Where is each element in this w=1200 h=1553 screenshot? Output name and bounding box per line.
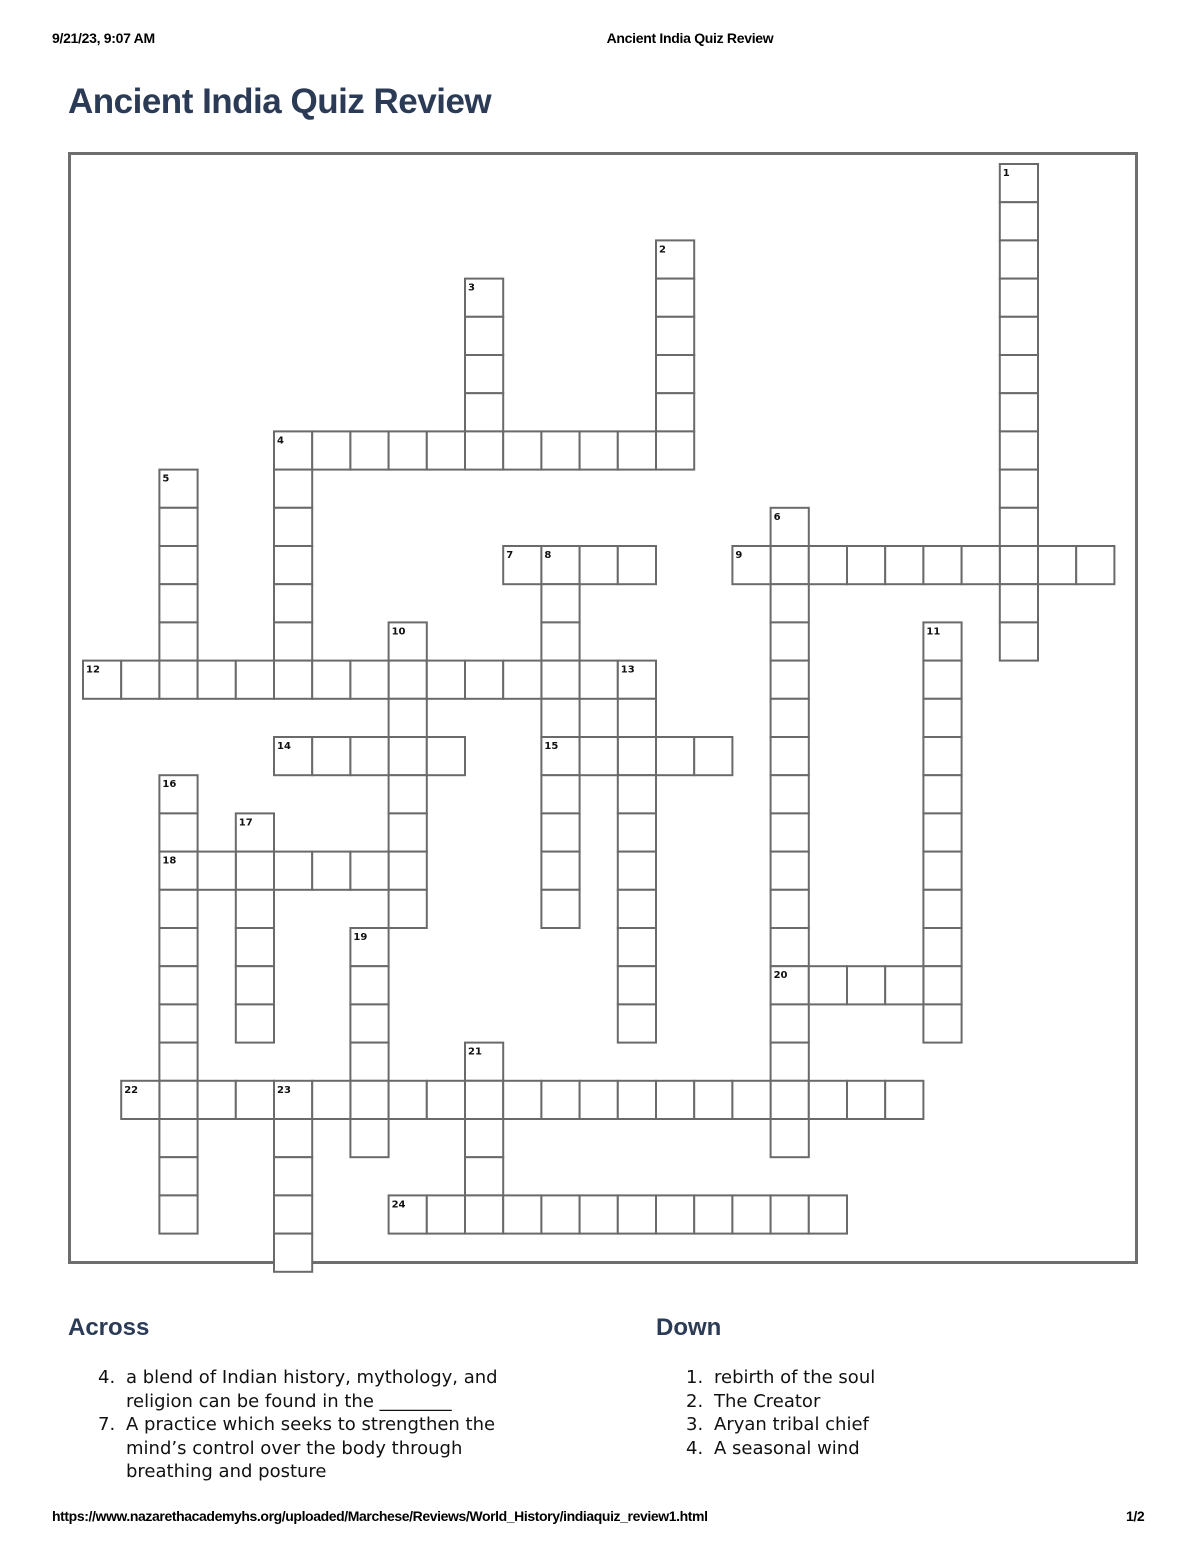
grid-cell[interactable]	[159, 852, 197, 890]
grid-cell[interactable]	[350, 431, 388, 469]
grid-cell[interactable]	[236, 1081, 274, 1119]
grid-cell[interactable]	[541, 775, 579, 813]
grid-cell[interactable]	[350, 1081, 388, 1119]
clue-number-label: 13	[620, 664, 635, 676]
grid-cell[interactable]	[771, 1081, 809, 1119]
grid-cell[interactable]	[923, 966, 961, 1004]
clue-text: Aryan tribal chief	[714, 1414, 869, 1435]
grid-cell[interactable]	[465, 661, 503, 699]
grid-cell[interactable]	[159, 508, 197, 546]
grid-cell[interactable]	[159, 1004, 197, 1042]
grid-cell[interactable]	[923, 813, 961, 851]
grid-cell[interactable]	[923, 699, 961, 737]
grid-cell[interactable]	[312, 852, 350, 890]
grid-cell[interactable]	[771, 546, 809, 584]
grid-cell[interactable]	[656, 1195, 694, 1233]
grid-cell[interactable]	[847, 1081, 885, 1119]
page-title: Ancient India Quiz Review	[68, 82, 492, 121]
clue-number: 2.	[686, 1390, 704, 1412]
grid-cell[interactable]	[771, 966, 809, 1004]
down-heading: Down	[656, 1314, 722, 1341]
grid-cell[interactable]	[350, 1119, 388, 1157]
grid-cell[interactable]	[236, 966, 274, 1004]
clue-number-label: 23	[277, 1084, 291, 1096]
grid-cell[interactable]	[503, 1081, 541, 1119]
clue-number: 4.	[686, 1437, 704, 1459]
clue-number-label: 1	[1002, 168, 1010, 179]
print-page-title: Ancient India Quiz Review	[606, 30, 774, 46]
grid-cell[interactable]	[1000, 431, 1038, 469]
down-clue-list	[686, 1366, 1106, 1460]
clue-text: A practice which seeks to strengthen the mind’s control over the body through breathing and posture	[126, 1414, 496, 1482]
grid-cell[interactable]	[618, 890, 656, 928]
clue-number-label: 19	[353, 932, 368, 943]
clue-number-label: 2	[659, 244, 666, 256]
grid-cell[interactable]	[923, 622, 961, 660]
grid-cell[interactable]	[465, 1195, 503, 1233]
grid-cell[interactable]	[427, 737, 465, 775]
grid-cell[interactable]	[1000, 393, 1038, 431]
grid-cell[interactable]	[503, 661, 541, 699]
clue-number-label: 11	[926, 626, 941, 638]
grid-cell[interactable]	[541, 431, 579, 469]
grid-cell[interactable]	[923, 928, 961, 966]
grid-cell[interactable]	[580, 1195, 618, 1233]
grid-cell[interactable]	[618, 1195, 656, 1233]
grid-cell[interactable]	[350, 966, 388, 1004]
grid-cell[interactable]	[771, 1043, 809, 1081]
grid-cell[interactable]	[580, 431, 618, 469]
grid-cell[interactable]	[618, 737, 656, 775]
grid-cell[interactable]	[389, 1081, 427, 1119]
clue-number-label: 16	[162, 779, 177, 791]
grid-cell[interactable]	[159, 928, 197, 966]
grid-cell[interactable]	[923, 546, 961, 584]
grid-cell[interactable]	[350, 1043, 388, 1081]
grid-cell[interactable]	[159, 1195, 197, 1233]
grid-cell[interactable]	[427, 431, 465, 469]
grid-cell[interactable]	[83, 661, 121, 699]
grid-cell[interactable]	[885, 1081, 923, 1119]
grid-cell[interactable]	[656, 240, 694, 278]
grid-cell[interactable]	[350, 1004, 388, 1042]
grid-cell[interactable]	[159, 622, 197, 660]
grid-cell[interactable]	[656, 355, 694, 393]
grid-cell[interactable]	[541, 1081, 579, 1119]
grid-cell[interactable]	[274, 1119, 312, 1157]
grid-cell[interactable]	[923, 890, 961, 928]
grid-cell[interactable]	[541, 852, 579, 890]
grid-cell[interactable]	[541, 546, 579, 584]
grid-cell[interactable]	[656, 279, 694, 317]
grid-cell[interactable]	[694, 1081, 732, 1119]
grid-cell[interactable]	[847, 966, 885, 1004]
across-clue	[98, 1413, 548, 1484]
grid-cell[interactable]	[1000, 355, 1038, 393]
grid-cell[interactable]	[541, 890, 579, 928]
grid-cell[interactable]	[503, 431, 541, 469]
clue-number-label: 22	[124, 1084, 139, 1096]
clue-number-label: 7	[506, 550, 514, 561]
grid-cell[interactable]	[694, 1195, 732, 1233]
grid-cell[interactable]	[159, 966, 197, 1004]
grid-cell[interactable]	[159, 470, 197, 508]
grid-cell[interactable]	[771, 928, 809, 966]
clue-number-label: 4	[277, 435, 284, 447]
grid-cell[interactable]	[274, 622, 312, 660]
clue-number-label: 14	[277, 741, 291, 752]
grid-cell[interactable]	[618, 966, 656, 1004]
grid-cell[interactable]	[618, 928, 656, 966]
clue-number: 7.	[98, 1414, 116, 1435]
grid-cell[interactable]	[503, 546, 541, 584]
clue-number-label: 3	[468, 282, 475, 294]
print-page-number: 1/2	[1126, 1508, 1145, 1524]
clue-number-label: 15	[544, 741, 559, 752]
grid-cell[interactable]	[465, 1081, 503, 1119]
grid-cell[interactable]	[771, 890, 809, 928]
grid-cell[interactable]	[198, 661, 236, 699]
grid-cell[interactable]	[389, 737, 427, 775]
clue-number-label: 12	[86, 664, 100, 676]
grid-cell[interactable]	[236, 852, 274, 890]
grid-cell[interactable]	[771, 699, 809, 737]
grid-cell[interactable]	[771, 737, 809, 775]
grid-cell[interactable]	[465, 1157, 503, 1195]
grid-cell[interactable]	[312, 1081, 350, 1119]
grid-cell[interactable]	[541, 661, 579, 699]
grid-cell[interactable]	[541, 813, 579, 851]
grid-cell[interactable]	[159, 1043, 197, 1081]
grid-cell[interactable]	[312, 431, 350, 469]
grid-cell[interactable]	[121, 1081, 159, 1119]
grid-cell[interactable]	[580, 1081, 618, 1119]
grid-cell[interactable]	[923, 1004, 961, 1042]
grid-cell[interactable]	[541, 737, 579, 775]
grid-cell[interactable]	[389, 431, 427, 469]
grid-cell[interactable]	[923, 852, 961, 890]
grid-cell[interactable]	[580, 546, 618, 584]
grid-cell[interactable]	[1000, 164, 1038, 202]
grid-cell[interactable]	[465, 1043, 503, 1081]
grid-cell[interactable]	[618, 852, 656, 890]
grid-cell[interactable]	[771, 775, 809, 813]
grid-cell[interactable]	[274, 737, 312, 775]
grid-cell[interactable]	[198, 852, 236, 890]
grid-cell[interactable]	[159, 775, 197, 813]
grid-cell[interactable]	[732, 546, 770, 584]
grid-cell[interactable]	[809, 1195, 847, 1233]
grid-cell[interactable]	[236, 928, 274, 966]
grid-cell[interactable]	[1000, 279, 1038, 317]
grid-cell[interactable]	[465, 431, 503, 469]
print-url: https://www.nazarethacademyhs.org/uploaded/Marchese/Reviews/World_History/indiaquiz_review1.html	[52, 1508, 708, 1524]
grid-cell[interactable]	[923, 737, 961, 775]
clue-text: rebirth of the soul	[714, 1367, 876, 1388]
grid-cell[interactable]	[847, 546, 885, 584]
grid-cell[interactable]	[885, 966, 923, 1004]
across-clue	[98, 1366, 548, 1413]
grid-cell[interactable]	[962, 546, 1000, 584]
grid-cell[interactable]	[541, 584, 579, 622]
grid-cell[interactable]	[1076, 546, 1114, 584]
grid-cell[interactable]	[159, 813, 197, 851]
grid-cell[interactable]	[350, 852, 388, 890]
grid-cell[interactable]	[885, 546, 923, 584]
grid-cell[interactable]	[1000, 470, 1038, 508]
grid-cell[interactable]	[274, 1234, 312, 1272]
grid-cell[interactable]	[312, 661, 350, 699]
grid-cell[interactable]	[923, 661, 961, 699]
grid-cell[interactable]	[274, 584, 312, 622]
clue-number-label: 8	[544, 550, 552, 561]
grid-cell[interactable]	[159, 1157, 197, 1195]
grid-cell[interactable]	[732, 1195, 770, 1233]
clue-number-label: 9	[735, 550, 743, 561]
grid-cell[interactable]	[236, 813, 274, 851]
grid-cell[interactable]	[1000, 240, 1038, 278]
grid-cell[interactable]	[389, 622, 427, 660]
grid-cell[interactable]	[465, 279, 503, 317]
grid-cell[interactable]	[389, 699, 427, 737]
grid-cell[interactable]	[771, 1195, 809, 1233]
grid-cell[interactable]	[350, 928, 388, 966]
grid-cell[interactable]	[618, 699, 656, 737]
grid-cell[interactable]	[656, 1081, 694, 1119]
grid-cell[interactable]	[274, 431, 312, 469]
grid-cell[interactable]	[771, 1004, 809, 1042]
clue-number-label: 18	[162, 855, 177, 867]
grid-cell[interactable]	[618, 1004, 656, 1042]
grid-cell[interactable]	[389, 661, 427, 699]
clue-number-label: 20	[773, 970, 788, 982]
grid-cell[interactable]	[274, 470, 312, 508]
grid-cell[interactable]	[1000, 622, 1038, 660]
grid-cell[interactable]	[771, 661, 809, 699]
grid-cell[interactable]	[694, 737, 732, 775]
grid-cell[interactable]	[274, 1195, 312, 1233]
grid-cell[interactable]	[732, 1081, 770, 1119]
grid-cell[interactable]	[771, 622, 809, 660]
grid-cell[interactable]	[274, 661, 312, 699]
grid-cell[interactable]	[465, 317, 503, 355]
clue-text: The Creator	[714, 1390, 821, 1412]
grid-cell[interactable]	[236, 890, 274, 928]
grid-cell[interactable]	[618, 1081, 656, 1119]
grid-cell[interactable]	[1038, 546, 1076, 584]
grid-cell[interactable]	[541, 622, 579, 660]
grid-cell[interactable]	[159, 661, 197, 699]
grid-cell[interactable]	[771, 508, 809, 546]
grid-cell[interactable]	[159, 546, 197, 584]
grid-cell[interactable]	[389, 852, 427, 890]
clue-number: 1.	[686, 1367, 704, 1388]
grid-cell[interactable]	[809, 546, 847, 584]
clue-text: a blend of Indian history, mythology, and religion can be found in the ________	[126, 1367, 498, 1412]
grid-cell[interactable]	[656, 431, 694, 469]
grid-cell[interactable]	[236, 661, 274, 699]
grid-cell[interactable]	[618, 813, 656, 851]
grid-cell[interactable]	[274, 546, 312, 584]
grid-cell[interactable]	[618, 661, 656, 699]
grid-cell[interactable]	[389, 1195, 427, 1233]
grid-cell[interactable]	[350, 737, 388, 775]
clue-number-label: 24	[391, 1199, 406, 1211]
clue-number-label: 6	[773, 511, 781, 523]
grid-cell[interactable]	[656, 393, 694, 431]
grid-cell[interactable]	[465, 393, 503, 431]
down-clue	[686, 1390, 1106, 1414]
grid-cell[interactable]	[274, 1157, 312, 1195]
grid-cell[interactable]	[656, 317, 694, 355]
grid-cell[interactable]	[121, 661, 159, 699]
grid-cell[interactable]	[809, 966, 847, 1004]
across-clue-list	[98, 1366, 548, 1484]
clue-number: 3.	[686, 1414, 704, 1435]
grid-cell[interactable]	[809, 1081, 847, 1119]
grid-cell[interactable]	[1000, 202, 1038, 240]
grid-cell[interactable]	[465, 1119, 503, 1157]
grid-cell[interactable]	[503, 1195, 541, 1233]
grid-cell[interactable]	[274, 508, 312, 546]
grid-cell[interactable]	[541, 699, 579, 737]
down-clue	[686, 1437, 1106, 1461]
clue-number-label: 5	[162, 473, 170, 485]
grid-cell[interactable]	[159, 584, 197, 622]
grid-cell[interactable]	[427, 1195, 465, 1233]
clue-number: 4.	[98, 1367, 116, 1388]
grid-cell[interactable]	[465, 355, 503, 393]
grid-cell[interactable]	[771, 1119, 809, 1157]
grid-cell[interactable]	[389, 775, 427, 813]
down-clue	[686, 1413, 1106, 1437]
down-clue	[686, 1366, 1106, 1390]
grid-cell[interactable]	[159, 890, 197, 928]
grid-cell[interactable]	[1000, 508, 1038, 546]
grid-cell[interactable]	[389, 890, 427, 928]
grid-cell[interactable]	[580, 661, 618, 699]
across-heading: Across	[68, 1314, 150, 1341]
clue-number-label: 10	[391, 626, 406, 638]
grid-cell[interactable]	[274, 852, 312, 890]
grid-cell[interactable]	[618, 431, 656, 469]
grid-cell[interactable]	[198, 1081, 236, 1119]
grid-cell[interactable]	[1000, 584, 1038, 622]
grid-cell[interactable]	[1000, 317, 1038, 355]
grid-cell[interactable]	[618, 775, 656, 813]
grid-cell[interactable]	[389, 813, 427, 851]
grid-cell[interactable]	[1000, 546, 1038, 584]
grid-cell[interactable]	[771, 852, 809, 890]
grid-cell[interactable]	[312, 737, 350, 775]
clue-number-label: 17	[238, 817, 253, 829]
grid-cell[interactable]	[771, 813, 809, 851]
grid-cell[interactable]	[771, 584, 809, 622]
grid-cell[interactable]	[159, 1119, 197, 1157]
grid-cell[interactable]	[350, 661, 388, 699]
grid-cell[interactable]	[427, 661, 465, 699]
grid-cell[interactable]	[236, 1004, 274, 1042]
grid-cell[interactable]	[427, 1081, 465, 1119]
clue-number-label: 21	[468, 1046, 482, 1058]
grid-cell[interactable]	[580, 737, 618, 775]
grid-cell[interactable]	[274, 1081, 312, 1119]
print-datetime: 9/21/23, 9:07 AM	[52, 30, 155, 46]
grid-cell[interactable]	[923, 775, 961, 813]
clue-text: A seasonal wind	[714, 1437, 860, 1459]
grid-cell[interactable]	[541, 1195, 579, 1233]
grid-cell[interactable]	[618, 546, 656, 584]
grid-cell[interactable]	[656, 737, 694, 775]
grid-cell[interactable]	[159, 1081, 197, 1119]
